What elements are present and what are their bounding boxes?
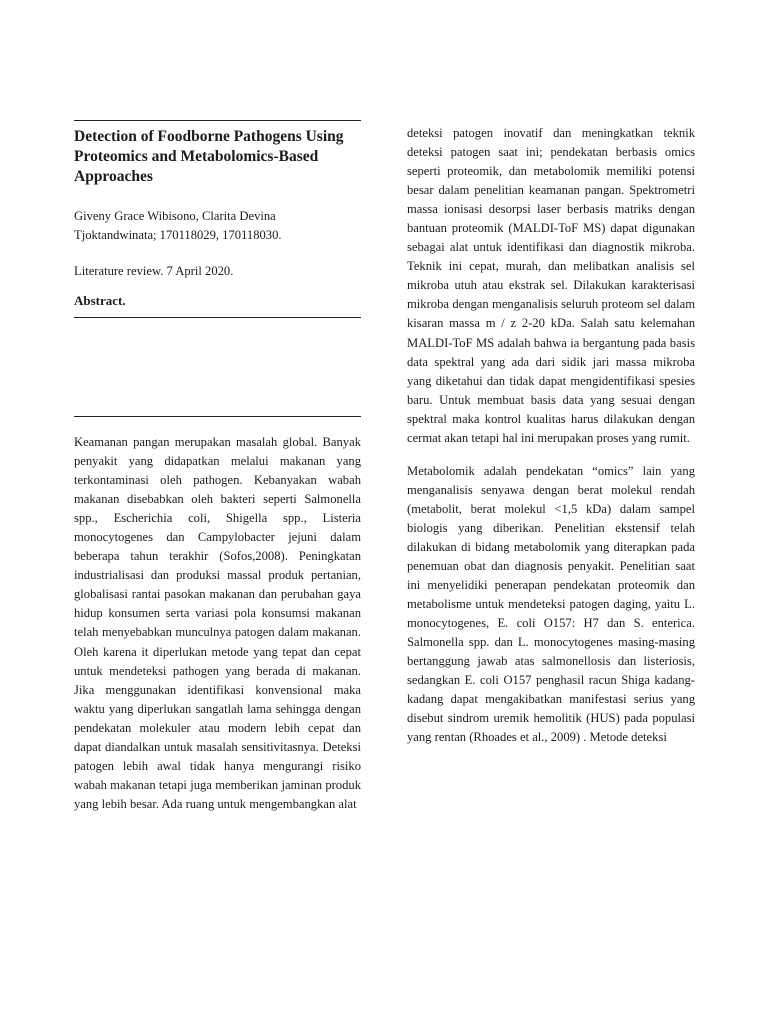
left-column bbox=[74, 120, 361, 814]
title-top-rule bbox=[74, 120, 361, 121]
authors: Giveny Grace Wibisono, Clarita Devina Tjoktandwinata; 170118029, 170118030. bbox=[74, 209, 282, 242]
right-column bbox=[407, 124, 695, 748]
intro-paragraph: Keamanan pangan merupakan masalah global. Banyak penyakit yang didapatkan melalui makanan yang terkontaminasi oleh pathogen. Kebanyakan wabah makanan disebabkan oleh bakteri seperti Salmonella spp., Escherichia coli, Shigella spp., Listeria monocytogenes dan Campylobacter jejuni dalam beberapa tahun terakhir (Sofos,2008). Peningkatan industrialisasi dan produksi massal produk pertanian, globalisasi rantai pasokan makanan dan perubahan gaya hidup konsumen serta variasi pola konsumsi makanan telah menyebabkan munculnya patogen dalam makanan. Oleh karena it diperlukan metode yang tepat dan cepat untuk mendeteksi pathogen yang berada di makanan. Jika menggunakan identifikasi konvensional maka waktu yang diperlukan sangatlah lama sehingga dengan pendekatan molekuler atau modern lebih cepat dan dapat diandalkan untuk masalah sensitivitasnya. Deteksi patogen lebih awal tidak hanya mengurangi risiko wabah makanan tetapi juga memberikan jaminan produk yang lebih besar. Ada ruang untuk mengembangkan alat bbox=[74, 435, 361, 811]
proteomics-paragraph: deteksi patogen inovatif dan meningkatkan teknik deteksi patogen saat ini; pendekatan berbasis omics seperti proteomik, dan metabolomik memiliki potensi besar dalam penelitian keamanan pangan. Spektrometri massa ionisasi desorpsi laser berbasis matriks dengan bantuan proteomik (MALDI-ToF MS) dapat digunakan sebagai alat untuk identifikasi dan diagnostik mikroba. Teknik ini cepat, murah, dan melibatkan analisis sel mikroba utuh atau ekstrak sel. Dilakukan karakterisasi mikroba dengan menganalisis seluruh proteom sel dalam kisaran massa m / z 2-20 kDa. Salah satu kelemahan MALDI-ToF MS adalah bahwa ia bergantung pada basis data spektral yang ada dari sidik jari massa mikroba yang diketahui dan tidak dapat mengidentifikasi spesies baru. Untuk membuat basis data yang sesuai dengan spektral maka kontrol kualitas harus dilakukan dengan cermat akan tetapi hal ini merupakan proses yang rumit. bbox=[407, 126, 695, 445]
abstract-bottom-rule bbox=[74, 416, 361, 417]
metabolomics-paragraph: Metabolomik adalah pendekatan “omics” lain yang menganalisis senyawa dengan berat molekul rendah (metabolit, berat molekul <1,5 kDa) dalam sampel biologis yang diberikan. Penelitian ekstensif telah dilakukan di bidang metabolomik yang diterapkan pada penemuan obat dan diagnosis penyakit. Penelitian saat ini menyelidiki penerapan pendekatan proteomik dan metabolisme untuk mendeteksi patogen daging, yaitu L. monocytogenes, E. coli O157: H7 dan S. enterica. Salmonella spp. dan L. monocytogenes masing-masing bertanggung jawab atas salmonellosis dan listeriosis, sedangkan E. coli O157 penghasil racun Shiga kadang-kadang dapat mengakibatkan manifestasi serius yang disebut sindrom uremik hemolitik (HUS) pada populasi yang rentan (Rhoades et al., 2009) . Metode deteksi bbox=[407, 463, 695, 745]
review-date: Literature review. 7 April 2020. bbox=[74, 264, 234, 278]
paper-title: Detection of Foodborne Pathogens Using Proteomics and Metabolomics-Based Approaches bbox=[74, 128, 344, 185]
abstract-box bbox=[74, 318, 361, 416]
abstract-heading: Abstract. bbox=[74, 293, 126, 308]
